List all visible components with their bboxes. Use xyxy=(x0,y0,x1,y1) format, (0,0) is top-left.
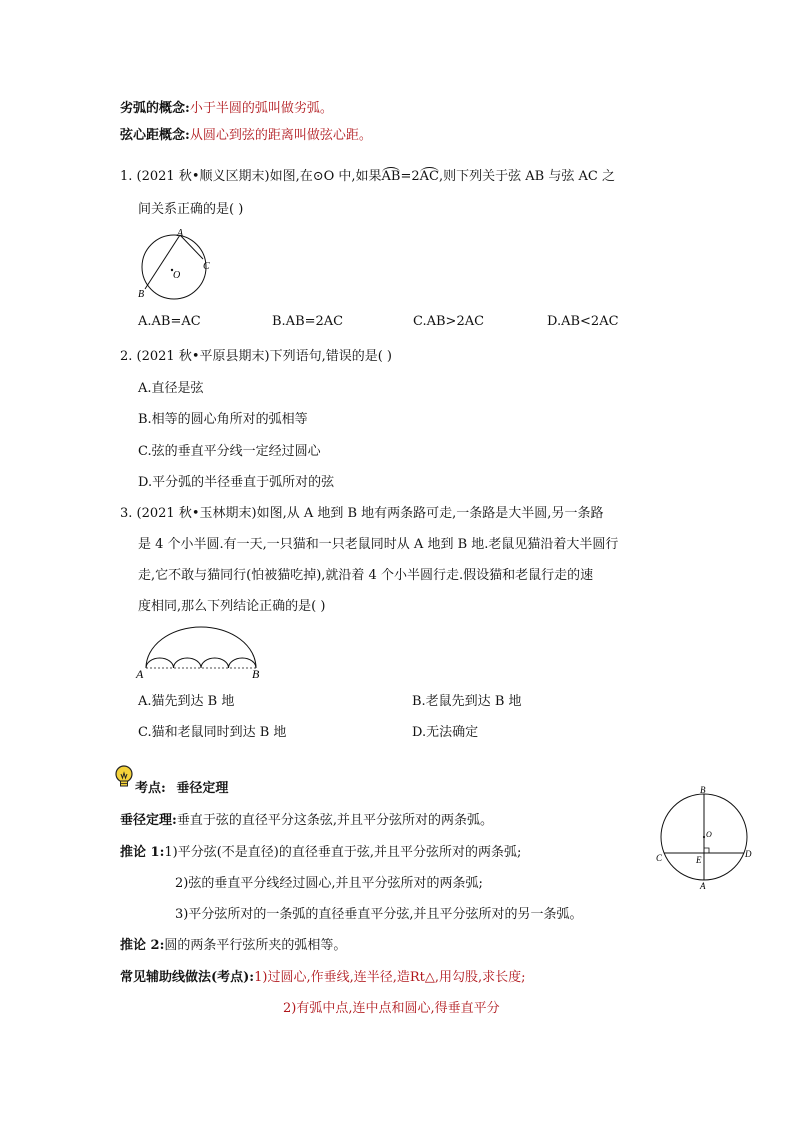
q3-semicircles-figure xyxy=(134,620,269,682)
theorem-statement xyxy=(120,809,493,828)
small-semicircles xyxy=(146,658,256,668)
label-d: D xyxy=(745,849,752,859)
inference1-item3: 3)平分弦所对的一条弧的直径垂直平分弦,并且平分弦所对的另一条弧。 xyxy=(175,907,583,922)
q1-stem-line1 xyxy=(120,165,615,184)
chord-distance-term: 弦心距概念: xyxy=(120,128,190,143)
kaodian-title: 垂径定理 xyxy=(176,781,229,796)
inference1-text1: 1)平分弦(不是直径)的直径垂直于弦,并且平分弦所对的两条弧; xyxy=(164,845,522,860)
label-c: C xyxy=(203,261,210,272)
q3-line1: (2021 秋•玉林期末)如图,从 A 地到 B 地有两条路可走,一条路是大半圆,另一条路 xyxy=(136,506,604,521)
q1-arc-ab: AB xyxy=(381,169,401,184)
label-b: B xyxy=(252,667,260,681)
theorem-term: 垂径定理: xyxy=(120,813,177,828)
q3-stem-line4: 度相同,那么下列结论正确的是( ) xyxy=(138,599,326,614)
q3-option-a: A.猫先到达 B 地 xyxy=(138,694,235,709)
q2-number: 2. xyxy=(120,349,133,364)
q3-option-c: C.猫和老鼠同时到达 B 地 xyxy=(138,725,287,740)
q2-option-c: C.弦的垂直平分线一定经过圆心 xyxy=(138,444,321,459)
minor-arc-term: 劣弧的概念: xyxy=(120,101,190,116)
q3-option-b: B.老鼠先到达 B 地 xyxy=(412,694,522,709)
q2-option-d: D.平分弧的半径垂直于弧所对的弦 xyxy=(138,475,335,490)
auxiliary-term: 常见辅助线做法(考点): xyxy=(120,970,255,985)
q1-arc-ac: AC xyxy=(419,169,439,184)
q1-option-a: A.AB=AC xyxy=(138,314,201,329)
chord-distance-text: 从圆心到弦的距离叫做弦心距。 xyxy=(189,128,372,143)
q1-number: 1. xyxy=(120,169,133,184)
q1-circle-figure xyxy=(134,226,214,304)
inference1-item1 xyxy=(120,841,521,860)
minor-arc-text: 小于半圆的弧叫做劣弧。 xyxy=(189,101,333,116)
q2-stem-text: (2021 秋•平原县期末)下列语句,错误的是( ) xyxy=(136,349,392,364)
lightbulb-icon xyxy=(113,764,135,790)
label-a: A xyxy=(177,228,184,239)
q2-option-a: A.直径是弦 xyxy=(138,381,204,396)
label-o: O xyxy=(173,270,181,281)
q1-option-c: C.AB>2AC xyxy=(413,314,485,329)
chord-distance-definition xyxy=(120,124,372,143)
q3-option-d: D.无法确定 xyxy=(412,725,479,740)
theorem-circle-figure xyxy=(654,782,758,892)
inference2-term: 推论 2: xyxy=(120,938,165,953)
auxiliary-lines-1 xyxy=(120,966,526,985)
kaodian-heading xyxy=(135,777,228,796)
q3-stem-line1 xyxy=(120,502,603,521)
minor-arc-definition xyxy=(120,97,333,116)
label-b: B xyxy=(138,289,145,300)
q3-number: 3. xyxy=(120,506,133,521)
inference2-text: 圆的两条平行弦所夹的弧相等。 xyxy=(164,938,347,953)
label-c: C xyxy=(656,853,663,863)
q2-option-b: B.相等的圆心角所对的弧相等 xyxy=(138,412,308,427)
auxiliary-text1: 1)过圆心,作垂线,连半径,造Rt△,用勾股,求长度; xyxy=(254,970,526,985)
q1-stem-line2: 间关系正确的是( ) xyxy=(138,202,244,217)
label-o: O xyxy=(706,830,712,839)
q1-eq: =2 xyxy=(400,169,420,184)
label-a: A xyxy=(700,881,706,891)
auxiliary-lines-2: 2)有弧中点,连中点和圆心,得垂直平分 xyxy=(283,1001,500,1016)
label-a: A xyxy=(136,667,144,681)
label-b: B xyxy=(700,785,706,795)
q1-stem-a: (2021 秋•顺义区期末)如图,在⊙O 中,如果 xyxy=(136,169,382,184)
center-dot xyxy=(703,836,705,838)
q1-stem-b: ,则下列关于弦 AB 与弦 AC 之 xyxy=(439,169,615,184)
inference2 xyxy=(120,934,346,953)
inference1-term: 推论 1: xyxy=(120,845,165,860)
q2-stem xyxy=(120,345,392,364)
kaodian-label: 考点: xyxy=(135,781,166,796)
q3-stem-line2: 是 4 个小半圆.有一天,一只猫和一只老鼠同时从 A 地到 B 地.老鼠见猫沿着大半圆行 xyxy=(138,537,619,552)
theorem-text: 垂直于弦的直径平分这条弦,并且平分弦所对的两条弧。 xyxy=(176,813,493,828)
inference1-item2: 2)弦的垂直平分线经过圆心,并且平分弦所对的两条弧; xyxy=(175,876,483,891)
q3-stem-line3: 走,它不敢与猫同行(怕被猫吃掉),就沿着 4 个小半圆行走.假设猫和老鼠行走的速 xyxy=(138,568,594,583)
large-semicircle xyxy=(146,627,256,668)
q1-option-d: D.AB<2AC xyxy=(547,314,619,329)
q1-option-b: B.AB=2AC xyxy=(272,314,344,329)
label-e: E xyxy=(696,855,702,865)
right-angle-mark xyxy=(704,848,709,853)
